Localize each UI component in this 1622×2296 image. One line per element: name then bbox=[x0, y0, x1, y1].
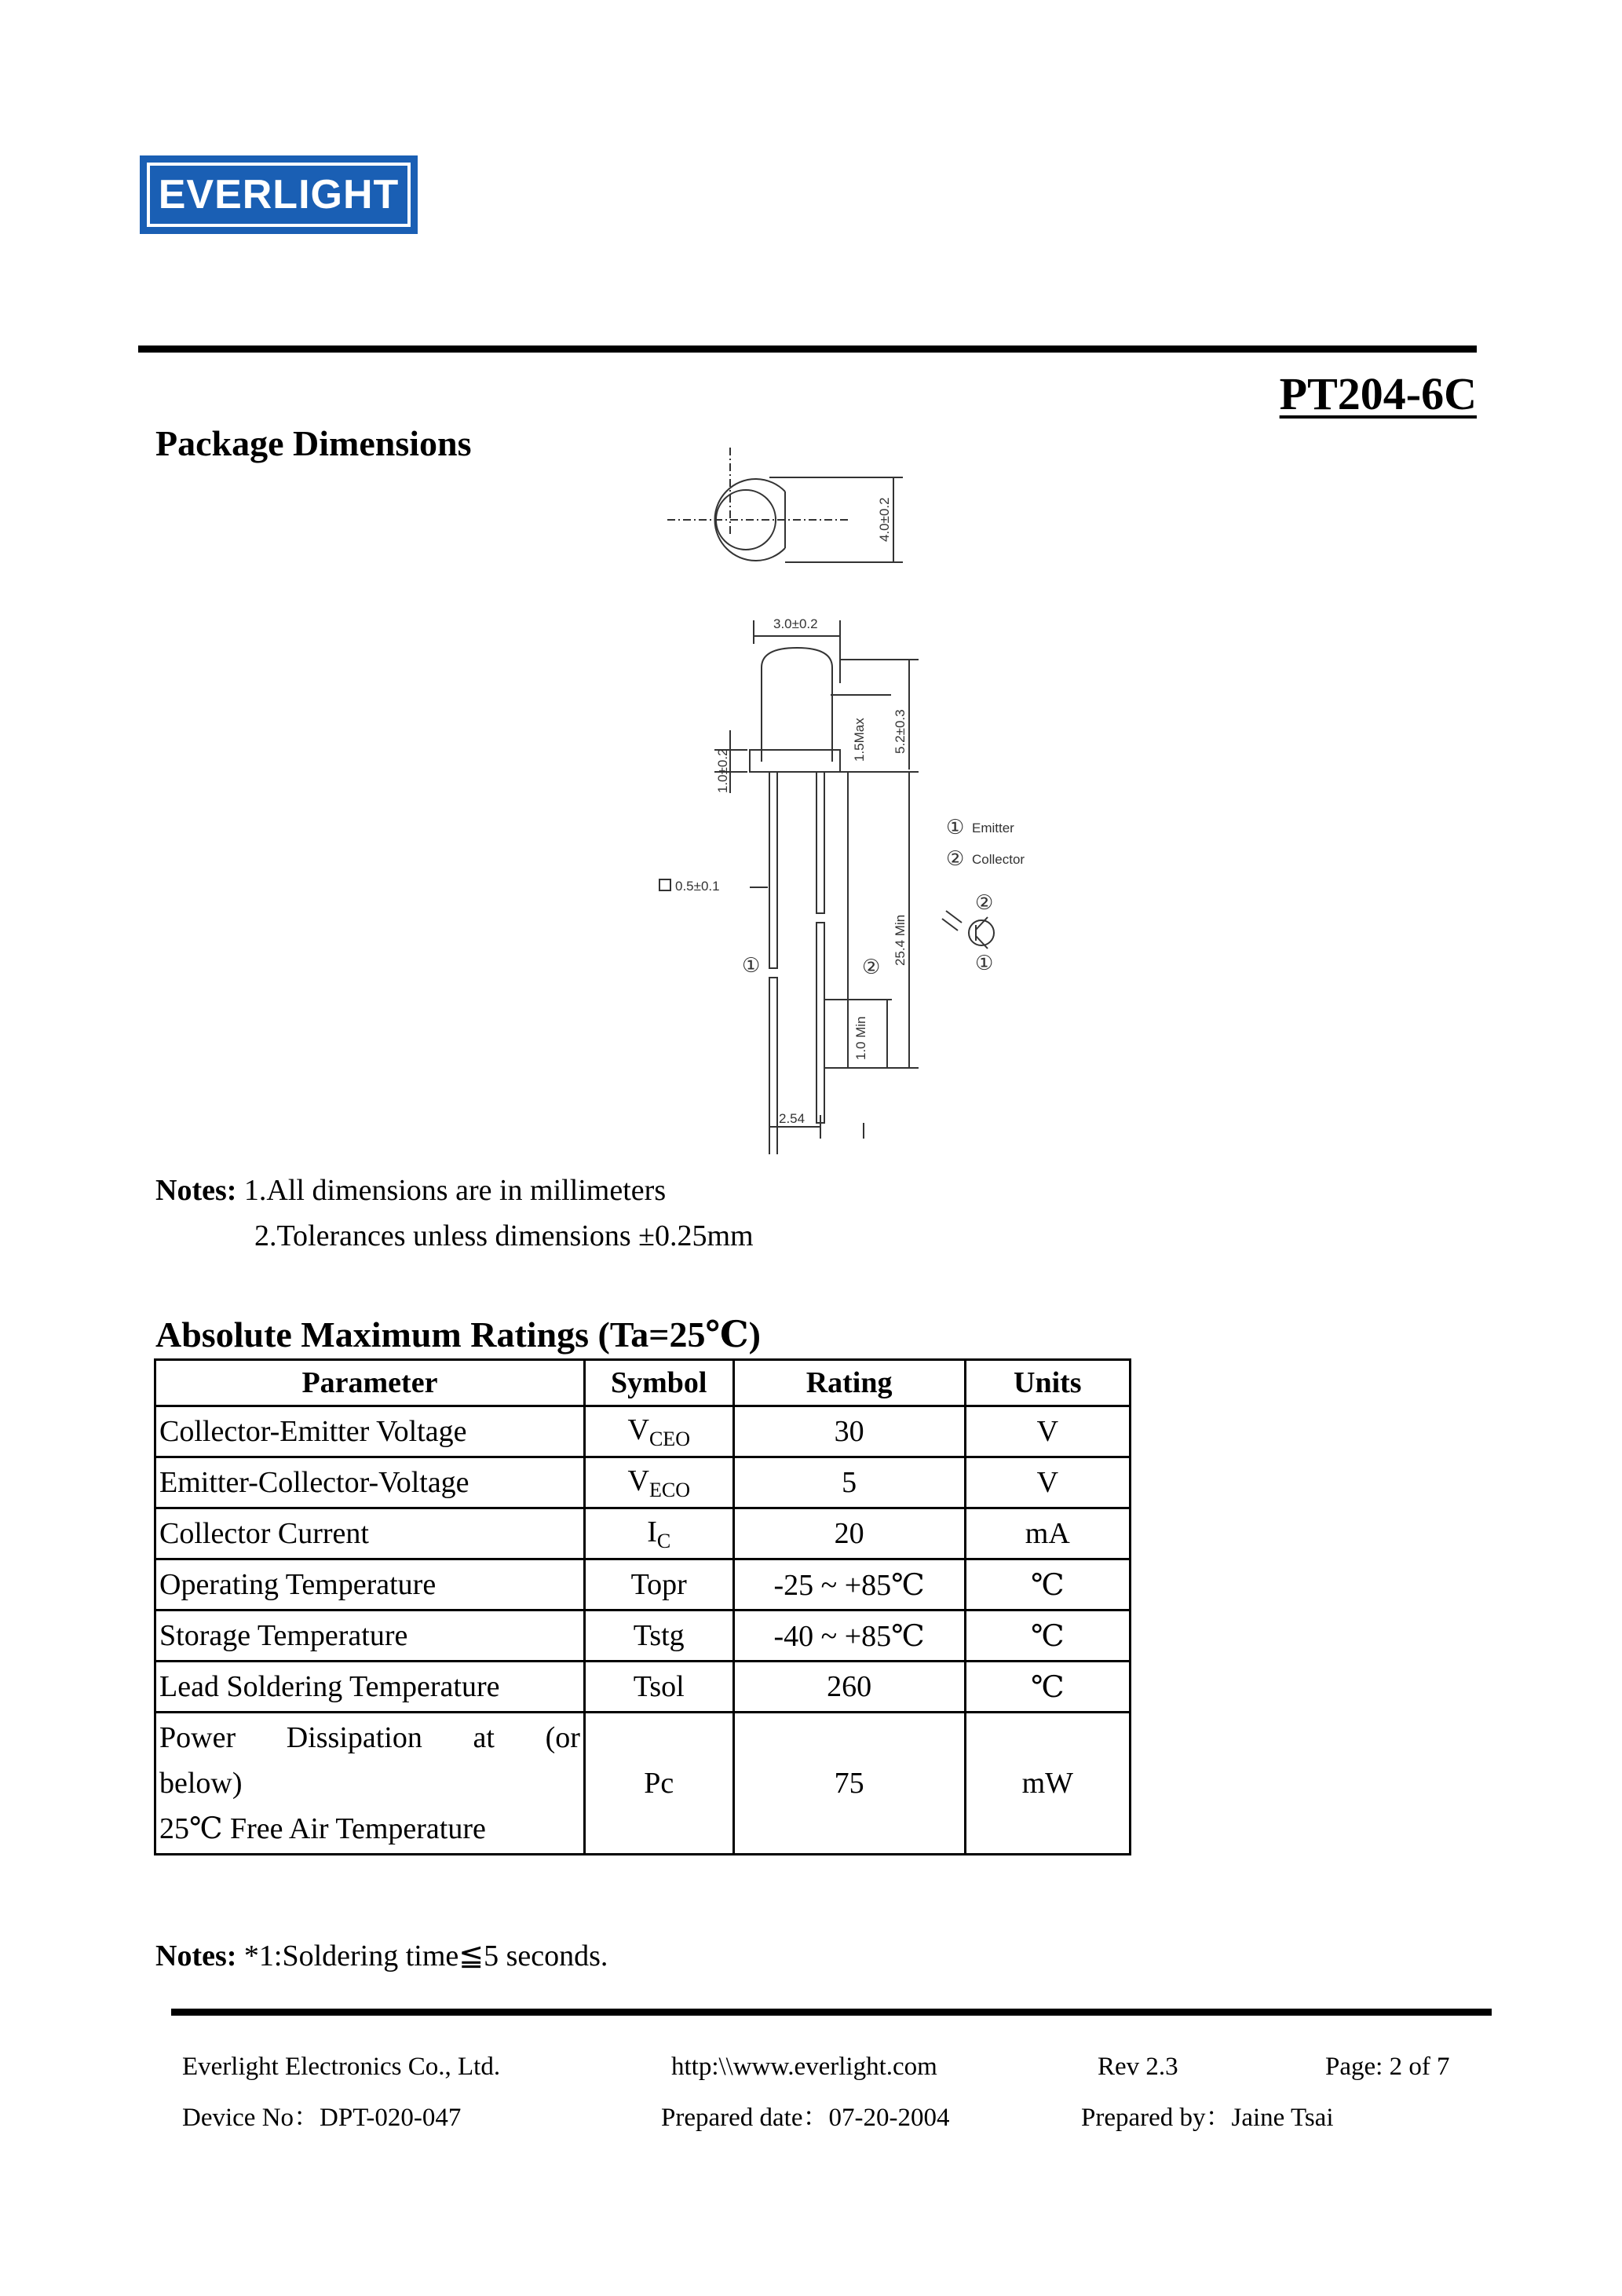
table-row bbox=[155, 1559, 1131, 1610]
note-item-2: 2.Tolerances unless dimensions ±0.25mm bbox=[254, 1219, 754, 1252]
table-row bbox=[155, 1406, 1131, 1457]
param-cell: Operating Temperature bbox=[155, 1559, 585, 1610]
soldering-note-text: *1:Soldering time≦5 seconds. bbox=[243, 1940, 608, 1972]
pin-legend bbox=[946, 815, 1025, 870]
symbol-pin-1: ① bbox=[975, 951, 994, 974]
symbol-cell: $V_{CEO}$ bbox=[584, 1406, 733, 1457]
part-number: PT204-6C bbox=[1279, 368, 1477, 419]
unit-cell: mW bbox=[965, 1713, 1130, 1855]
footer-device-no: Device No：DPT-020-047 bbox=[182, 2104, 462, 2132]
table-row bbox=[155, 1610, 1131, 1662]
legend-collector: Collector bbox=[972, 852, 1025, 867]
legend-emitter: Emitter bbox=[972, 821, 1014, 835]
footer-url: http:\\www.everlight.com bbox=[671, 2053, 937, 2081]
symbol-cell: $V_{ECO}$ bbox=[584, 1457, 733, 1508]
footer-rule bbox=[171, 2009, 1492, 2016]
unit-cell: ℃ bbox=[965, 1662, 1130, 1713]
unit-cell: mA bbox=[965, 1508, 1130, 1559]
dim-flange: 1.0±0.2 bbox=[715, 748, 730, 793]
symbol-cell: $I_C$ bbox=[584, 1508, 733, 1559]
top-view bbox=[667, 448, 903, 562]
header-rating: Rating bbox=[733, 1360, 965, 1406]
table-row bbox=[155, 1508, 1131, 1559]
note-item-1: 1.All dimensions are in millimeters bbox=[243, 1174, 667, 1207]
param-cell: Power Dissipation at (or below) 25℃ Free Air Temperature bbox=[155, 1713, 585, 1855]
unit-cell: ℃ bbox=[965, 1610, 1130, 1662]
symbol-cell: Tsol bbox=[584, 1662, 733, 1713]
symbol-cell: Tstg bbox=[584, 1610, 733, 1662]
footer-company: Everlight Electronics Co., Ltd. bbox=[182, 2053, 501, 2081]
package-dimensions-drawing bbox=[612, 432, 1052, 1154]
dim-top-dia: 4.0±0.2 bbox=[877, 497, 892, 542]
dim-lead-gap: 1.0 Min bbox=[853, 1016, 868, 1060]
dim-lead-square: 0.5±0.1 bbox=[675, 879, 720, 894]
unit-cell: ℃ bbox=[965, 1559, 1130, 1610]
symbol-cell: Topr bbox=[584, 1559, 733, 1610]
table-row bbox=[155, 1662, 1131, 1713]
footer-prepared-by: Prepared by：Jaine Tsai bbox=[1081, 2104, 1334, 2132]
logo-text: EVERLIGHT bbox=[147, 163, 411, 227]
dim-flange-max: 1.5Max bbox=[852, 718, 867, 762]
everlight-logo bbox=[140, 155, 418, 234]
dim-pitch: 2.54 bbox=[779, 1111, 806, 1126]
ratings-title: Absolute Maximum Ratings (Ta=25℃) bbox=[155, 1314, 761, 1355]
notes-label: Notes: bbox=[155, 1940, 237, 1972]
phototransistor-symbol-icon bbox=[942, 911, 994, 949]
table-header-row bbox=[155, 1360, 1131, 1406]
param-cell: Emitter-Collector-Voltage bbox=[155, 1457, 585, 1508]
header-symbol: Symbol bbox=[584, 1360, 733, 1406]
rating-cell: 5 bbox=[733, 1457, 965, 1508]
header-parameter: Parameter bbox=[155, 1360, 585, 1406]
param-cell: Collector-Emitter Voltage bbox=[155, 1406, 585, 1457]
rating-cell: -40 ~ +85℃ bbox=[733, 1610, 965, 1662]
unit-cell: V bbox=[965, 1457, 1130, 1508]
dimension-notes bbox=[155, 1168, 754, 1259]
rating-cell: -25 ~ +85℃ bbox=[733, 1559, 965, 1610]
dim-height: 5.2±0.3 bbox=[893, 709, 908, 754]
dim-body-dia: 3.0±0.2 bbox=[773, 616, 818, 631]
table-row bbox=[155, 1457, 1131, 1508]
rating-cell: 260 bbox=[733, 1662, 965, 1713]
pin-2-label: ② bbox=[862, 955, 881, 978]
footer-rev: Rev 2.3 bbox=[1098, 2053, 1178, 2081]
rating-cell: 75 bbox=[733, 1713, 965, 1855]
side-view bbox=[714, 620, 919, 1154]
param-cell: Storage Temperature bbox=[155, 1610, 585, 1662]
header-rule bbox=[138, 345, 1477, 353]
legend-num-2: ② bbox=[946, 846, 965, 870]
header-units: Units bbox=[965, 1360, 1130, 1406]
legend-num-1: ① bbox=[946, 815, 965, 839]
footer-prepared-date: Prepared date：07-20-2004 bbox=[661, 2104, 950, 2132]
package-dimensions-title: Package Dimensions bbox=[155, 423, 472, 463]
param-cell: Collector Current bbox=[155, 1508, 585, 1559]
ratings-table bbox=[154, 1358, 1131, 1855]
notes-label: Notes: bbox=[155, 1174, 237, 1207]
rating-cell: 20 bbox=[733, 1508, 965, 1559]
table-row bbox=[155, 1713, 1131, 1855]
footer-page: Page: 2 of 7 bbox=[1325, 2053, 1450, 2081]
param-cell: Lead Soldering Temperature bbox=[155, 1662, 585, 1713]
pin-1-label: ① bbox=[742, 953, 761, 977]
dim-lead-length: 25.4 Min bbox=[893, 914, 908, 966]
unit-cell: V bbox=[965, 1406, 1130, 1457]
symbol-pin-2: ② bbox=[975, 890, 994, 914]
symbol-cell: Pc bbox=[584, 1713, 733, 1855]
soldering-note bbox=[155, 1933, 608, 1979]
rating-cell: 30 bbox=[733, 1406, 965, 1457]
